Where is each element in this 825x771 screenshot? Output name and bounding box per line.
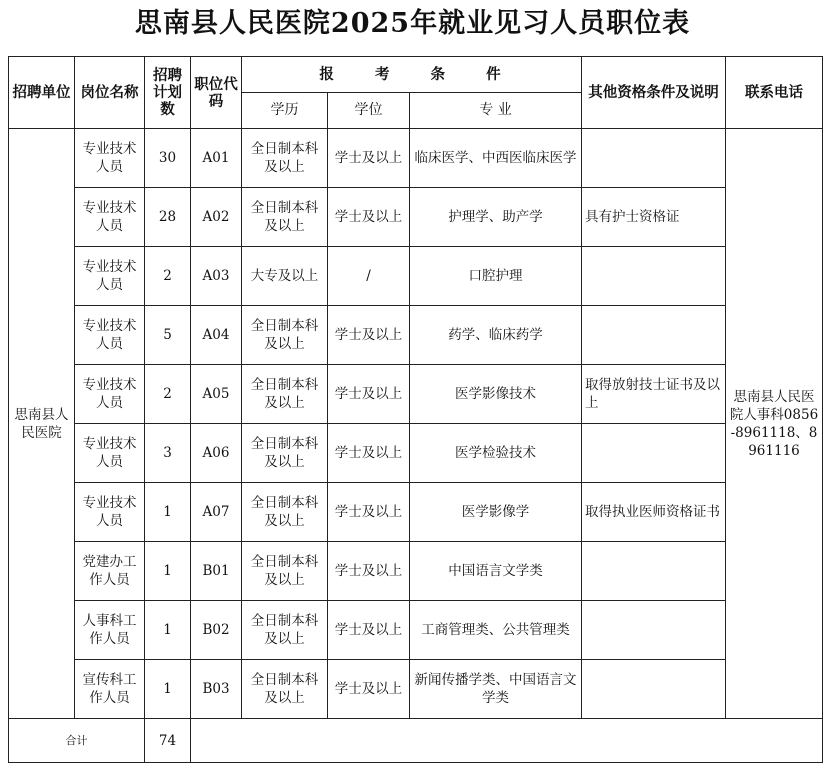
header-post-name: 岗位名称 (75, 57, 145, 129)
major-cell: 工商管理类、公共管理类 (410, 601, 582, 660)
header-conditions: 报 考 条 件 (242, 57, 582, 93)
table-row (9, 483, 823, 542)
major-cell: 护理学、助产学 (410, 188, 582, 247)
count-cell: 3 (145, 424, 191, 483)
education-cell: 大专及以上 (242, 247, 328, 306)
count-cell: 2 (145, 247, 191, 306)
post-cell: 党建办工作人员 (75, 542, 145, 601)
major-cell: 医学检验技术 (410, 424, 582, 483)
other-cell: 具有护士资格证 (582, 188, 726, 247)
post-cell: 专业技术人员 (75, 129, 145, 188)
other-cell (582, 424, 726, 483)
header-unit: 招聘单位 (9, 57, 75, 129)
table-row (9, 660, 823, 719)
other-cell (582, 306, 726, 365)
education-cell: 全日制本科及以上 (242, 306, 328, 365)
positions-table (8, 56, 823, 763)
degree-cell: 学士及以上 (328, 660, 410, 719)
table-row (9, 306, 823, 365)
contact-cell: 思南县人民医院人事科0856-8961118、8961116 (726, 129, 823, 719)
degree-cell: / (328, 247, 410, 306)
count-cell: 1 (145, 601, 191, 660)
post-cell: 专业技术人员 (75, 424, 145, 483)
table-row (9, 129, 823, 188)
table-row (9, 601, 823, 660)
degree-cell: 学士及以上 (328, 424, 410, 483)
other-cell (582, 660, 726, 719)
table-row (9, 424, 823, 483)
code-cell: B02 (191, 601, 242, 660)
major-cell: 临床医学、中西医临床医学 (410, 129, 582, 188)
major-cell: 药学、临床药学 (410, 306, 582, 365)
header-post-code: 职位代码 (191, 57, 242, 129)
other-cell (582, 601, 726, 660)
code-cell: A06 (191, 424, 242, 483)
degree-cell: 学士及以上 (328, 188, 410, 247)
header-education: 学历 (242, 93, 328, 129)
count-cell: 1 (145, 660, 191, 719)
header-row-1 (9, 57, 823, 93)
major-cell: 医学影像学 (410, 483, 582, 542)
degree-cell: 学士及以上 (328, 601, 410, 660)
post-cell: 专业技术人员 (75, 306, 145, 365)
post-cell: 宣传科工作人员 (75, 660, 145, 719)
page-title: 思南县人民医院2025年就业见习人员职位表 (134, 8, 691, 39)
count-cell: 28 (145, 188, 191, 247)
major-cell: 新闻传播学类、中国语言文学类 (410, 660, 582, 719)
code-cell: A05 (191, 365, 242, 424)
header-phone: 联系电话 (726, 57, 823, 129)
header-major: 专 业 (410, 93, 582, 129)
degree-cell: 学士及以上 (328, 306, 410, 365)
education-cell: 全日制本科及以上 (242, 483, 328, 542)
other-cell: 取得放射技士证书及以上 (582, 365, 726, 424)
code-cell: A07 (191, 483, 242, 542)
post-cell: 专业技术人员 (75, 188, 145, 247)
unit-cell: 思南县人民医院 (9, 129, 75, 719)
table-row (9, 188, 823, 247)
education-cell: 全日制本科及以上 (242, 424, 328, 483)
other-cell (582, 129, 726, 188)
count-cell: 1 (145, 542, 191, 601)
header-other: 其他资格条件及说明 (582, 57, 726, 129)
education-cell: 全日制本科及以上 (242, 129, 328, 188)
other-cell: 取得执业医师资格证书 (582, 483, 726, 542)
post-cell: 专业技术人员 (75, 365, 145, 424)
code-cell: B03 (191, 660, 242, 719)
major-cell: 口腔护理 (410, 247, 582, 306)
post-cell: 人事科工作人员 (75, 601, 145, 660)
header-plan-count: 招聘计划数 (145, 57, 191, 129)
major-cell: 中国语言文学类 (410, 542, 582, 601)
total-blank (191, 719, 823, 763)
degree-cell: 学士及以上 (328, 129, 410, 188)
other-cell (582, 542, 726, 601)
code-cell: A01 (191, 129, 242, 188)
degree-cell: 学士及以上 (328, 483, 410, 542)
table-row (9, 542, 823, 601)
count-cell: 2 (145, 365, 191, 424)
education-cell: 全日制本科及以上 (242, 601, 328, 660)
header-degree: 学位 (328, 93, 410, 129)
code-cell: A03 (191, 247, 242, 306)
post-cell: 专业技术人员 (75, 483, 145, 542)
post-cell: 专业技术人员 (75, 247, 145, 306)
table-row (9, 247, 823, 306)
table-row (9, 365, 823, 424)
total-row (9, 719, 823, 763)
total-label: 合计 (9, 719, 145, 763)
education-cell: 全日制本科及以上 (242, 660, 328, 719)
code-cell: A04 (191, 306, 242, 365)
degree-cell: 学士及以上 (328, 542, 410, 601)
count-cell: 5 (145, 306, 191, 365)
other-cell (582, 247, 726, 306)
count-cell: 1 (145, 483, 191, 542)
code-cell: B01 (191, 542, 242, 601)
education-cell: 全日制本科及以上 (242, 365, 328, 424)
major-cell: 医学影像技术 (410, 365, 582, 424)
education-cell: 全日制本科及以上 (242, 188, 328, 247)
education-cell: 全日制本科及以上 (242, 542, 328, 601)
code-cell: A02 (191, 188, 242, 247)
count-cell: 30 (145, 129, 191, 188)
degree-cell: 学士及以上 (328, 365, 410, 424)
total-count: 74 (145, 719, 191, 763)
